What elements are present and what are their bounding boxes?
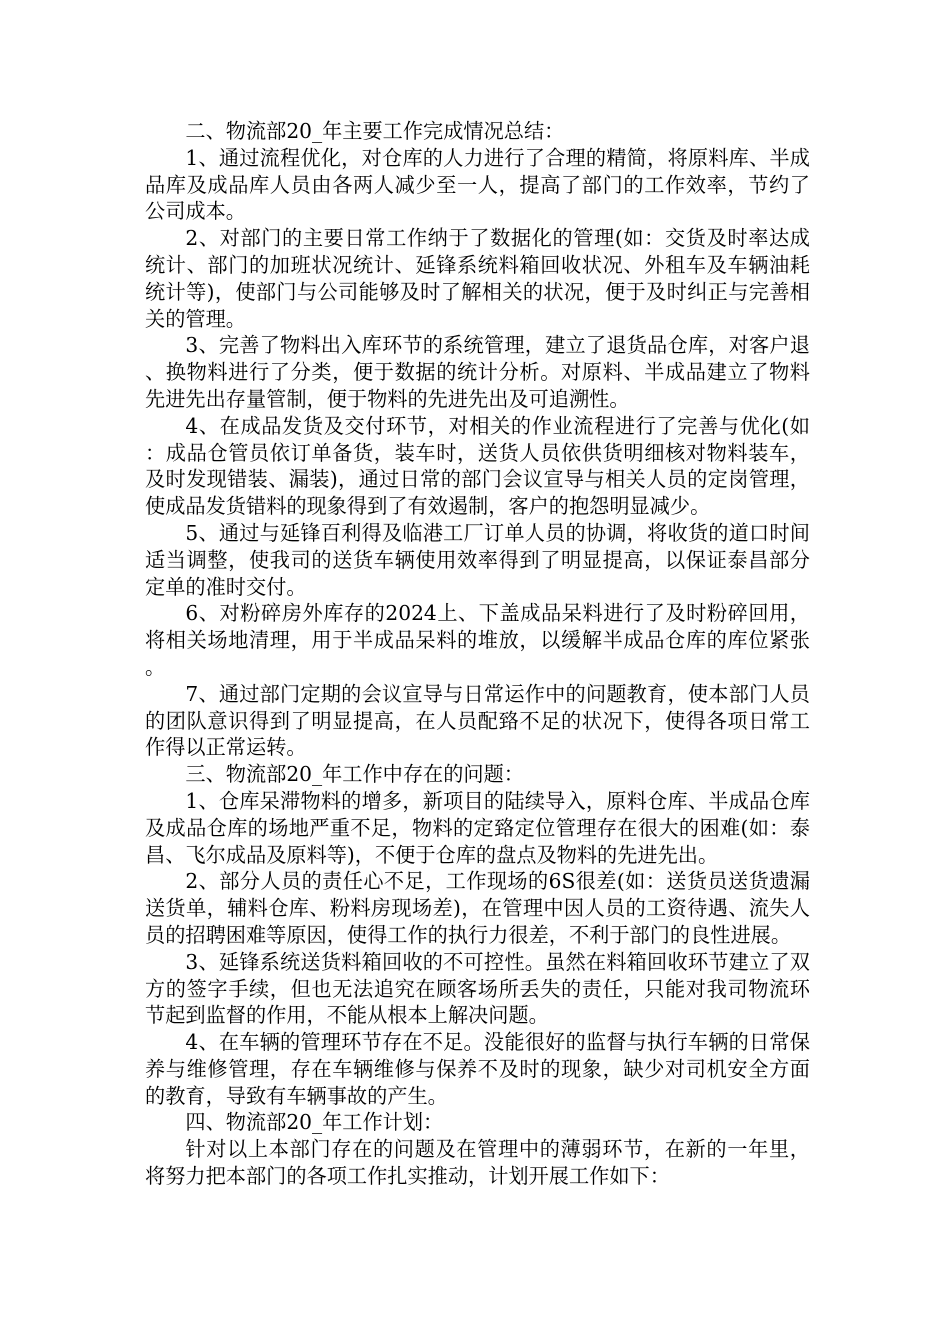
section-heading-summary: 二、物流部20_年主要工作完成情况总结：: [185, 119, 565, 143]
paragraph-problem-1: 1、仓库呆滞物料的增多，新项目的陆续导入，原料仓库、半成品仓库及成品仓库的场地严重不足，物料的定臵定位管理存在很大的困难(如：泰昌、飞尔成品及原料等)，不便于仓库的盘点及物料的先进先出。: [145, 788, 810, 867]
paragraph-summary-3: 3、完善了物料出入库环节的系统管理，建立了退货品仓库，对客户退、换物料进行了分类，便于数据的统计分析。对原料、半成品建立了物料先进先出存量管制，便于物料的先进先出及可追溯性。: [145, 333, 810, 411]
paragraph-plan-intro: 针对以上本部门存在的问题及在管理中的薄弱环节，在新的一年里，将努力把本部门的各项工作扎实推动，计划开展工作如下：: [145, 1137, 810, 1189]
section-heading-plan: 四、物流部20_年工作计划：: [185, 1110, 444, 1135]
paragraph-summary-6: 6、对粉碎房外库存的2024上、下盖成品呆料进行了及时粉碎回用，将相关场地清理，用于半成品呆料的堆放，以缓解半成品仓库的库位紧张。: [145, 601, 810, 679]
paragraph-summary-1: 1、通过流程优化，对仓库的人力进行了合理的精简，将原料库、半成品库及成品库人员由各两人减少至一人，提高了部门的工作效率，节约了公司成本。: [145, 145, 810, 224]
paragraph-summary-2: 2、对部门的主要日常工作纳于了数据化的管理(如：交货及时率达成统计、部门的加班状况统计、延锋系统料箱回收状况、外租车及车辆油耗统计等)，使部门与公司能够及时了解相关的状况，便于及时纠正与完善相关的管理。: [145, 226, 810, 331]
paragraph-problem-3: 3、延锋系统送货料箱回收的不可控性。虽然在料箱回收环节建立了双方的签字手续，但也无法追究在顾客场所丢失的责任，只能对我司物流环节起到监督的作用，不能从根本上解决问题。: [145, 949, 810, 1028]
paragraph-problem-4: 4、在车辆的管理环节存在不足。没能很好的监督与执行车辆的日常保养与维修管理，存在车辆维修与保养不及时的现象，缺少对司机安全方面的教育，导致有车辆事故的产生。: [145, 1030, 810, 1108]
paragraph-summary-4: 4、在成品发货及交付环节，对相关的作业流程进行了完善与优化(如：成品仓管员依订单备货，装车时，送货人员依供货明细核对物料装车，及时发现错装、漏装)，通过日常的部门会议宣导与相关人员的定岗管理，使成品发货错料的现象得到了有效遏制，客户的抱怨明显减少。: [145, 413, 810, 519]
document-body: [145, 118, 810, 1190]
section-heading-problems: 三、物流部20_年工作中存在的问题：: [185, 762, 524, 787]
paragraph-problem-2: 2、部分人员的责任心不足，工作现场的6S很差(如：送货员送货遗漏送货单，辅料仓库、粉料房现场差)，在管理中因人员的工资待遇、流失人员的招聘困难等原因，使得工作的执行力很差，不利于部门的良性进展。: [145, 869, 810, 947]
paragraph-summary-7: 7、通过部门定期的会议宣导与日常运作中的问题教育，使本部门人员的团队意识得到了明显提高，在人员配臵不足的状况下，使得各项日常工作得以正常运转。: [145, 681, 810, 760]
paragraph-summary-5: 5、通过与延锋百利得及临港工厂订单人员的协调，将收货的道口时间适当调整，使我司的送货车辆使用效率得到了明显提高，以保证泰昌部分定单的准时交付。: [145, 520, 810, 599]
